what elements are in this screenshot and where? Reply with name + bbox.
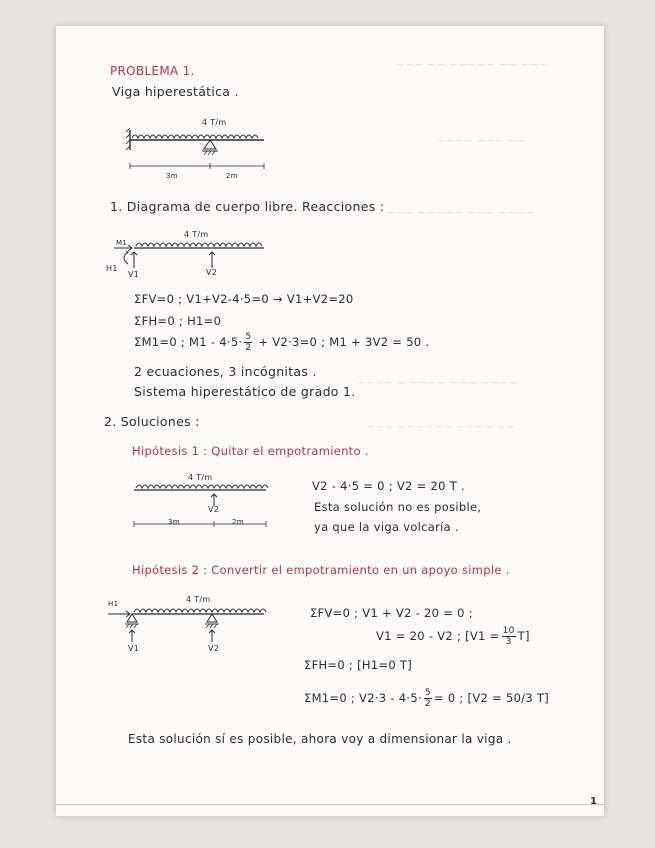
bleed-through-texture: ~~~~ ~ ~~~~ ~~~ ~~~~ [356, 376, 518, 389]
h2-equation-sum-m1-part-a: ΣM1=0 ; V2·3 - 4·5· [304, 691, 422, 705]
bleed-through-texture: ~~~ ~~ ~~~~~ ~~ ~~~ [396, 58, 549, 71]
fraction-numerator: 5 [245, 332, 252, 342]
fraction-denominator: 3 [505, 637, 512, 647]
beam1-span-right: 2m [226, 172, 238, 180]
hypothesis2-diagram [104, 602, 274, 642]
page-bottom-rule [56, 804, 604, 805]
fbd-load-label: 4 T/m [184, 230, 209, 239]
h2-equation-v1 [376, 626, 530, 647]
equation-sum-m1-part-a: ΣM1=0 ; M1 - 4·5· [134, 335, 243, 349]
section2-title: 2. Soluciones : [104, 414, 200, 429]
h1-equation: V2 - 4·5 = 0 ; V2 = 20 T . [312, 479, 465, 493]
h1-load-label: 4 T/m [188, 473, 213, 482]
fbd-label-v1: V1 [128, 270, 140, 279]
problem-subtitle: Viga hiperestática . [112, 84, 239, 99]
h1-text-reason: ya que la viga volcaría . [314, 520, 459, 534]
fraction-numerator: 5 [424, 688, 431, 698]
h2-load-label: 4 T/m [186, 595, 211, 604]
h2-equation-sum-fh: ΣFH=0 ; [H1=0 T] [304, 658, 413, 672]
equation-sum-fv: ΣFV=0 ; V1+V2-4·5=0 → V1+V2=20 [134, 292, 354, 306]
note-hyperstatic-degree: Sistema hiperestático de grado 1. [134, 384, 356, 399]
hypothesis1-title: Hipótesis 1 : Quitar el empotramiento . [132, 444, 369, 458]
beam1-load-label: 4 T/m [202, 118, 227, 127]
fbd-label-h1: H1 [106, 264, 118, 273]
bleed-through-texture: ~~~ ~~~~~ ~~~ ~~~~ [386, 206, 535, 219]
fraction [244, 332, 252, 353]
beam1-diagram [122, 126, 272, 182]
hypothesis2-title: Hipótesis 2 : Convertir el empotramiento en un apoyo simple . [132, 563, 510, 577]
fraction [424, 688, 432, 709]
h2-equation-v1-part-b: T] [517, 629, 530, 643]
h2-label-h1: H1 [108, 600, 119, 608]
note-equations-unknowns: 2 ecuaciones, 3 incógnitas . [134, 364, 317, 379]
page-number: 1 [590, 796, 598, 807]
h2-equation-sum-m1-part-b: = 0 ; [V2 = 50/3 T] [433, 691, 550, 705]
h2-label-v2: V2 [208, 644, 220, 653]
fbd-label-v2: V2 [206, 268, 218, 277]
h2-label-v1: V1 [128, 644, 140, 653]
fraction [502, 626, 516, 647]
equation-sum-fh: ΣFH=0 ; H1=0 [134, 314, 222, 328]
beam1-span-left: 3m [166, 172, 178, 180]
problem-title: PROBLEMA 1. [110, 64, 195, 78]
h1-label-v2: V2 [208, 505, 220, 514]
h1-span-left: 3m [168, 518, 180, 526]
h2-equation-sum-fv: ΣFV=0 ; V1 + V2 - 20 = 0 ; [310, 606, 473, 620]
fbd-label-m1: M1 [116, 239, 128, 247]
h1-text-not-possible: Esta solución no es posible, [314, 500, 482, 514]
h2-equation-v1-part-a: V1 = 20 - V2 ; [V1 = [376, 629, 500, 643]
equation-sum-m1-part-b: + V2·3=0 ; M1 + 3V2 = 50 . [254, 335, 430, 349]
bleed-through-texture: ~~~~ ~~~ ~~ [436, 134, 526, 147]
h2-equation-sum-m1 [304, 688, 549, 709]
fraction-denominator: 2 [424, 699, 431, 709]
conclusion-text: Esta solución sí es posible, ahora voy a dimensionar la viga . [128, 732, 512, 746]
hypothesis1-diagram [132, 478, 282, 534]
h1-span-right: 2m [232, 518, 244, 526]
equation-sum-m1 [134, 332, 429, 353]
paper-sheet [56, 26, 604, 816]
section1-title: 1. Diagrama de cuerpo libre. Reacciones : [110, 199, 385, 214]
bleed-through-texture: ~~~ ~~~~~~ ~~~~ ~~ [366, 420, 515, 433]
fraction-denominator: 2 [245, 343, 252, 353]
fraction-numerator: 10 [502, 626, 515, 636]
